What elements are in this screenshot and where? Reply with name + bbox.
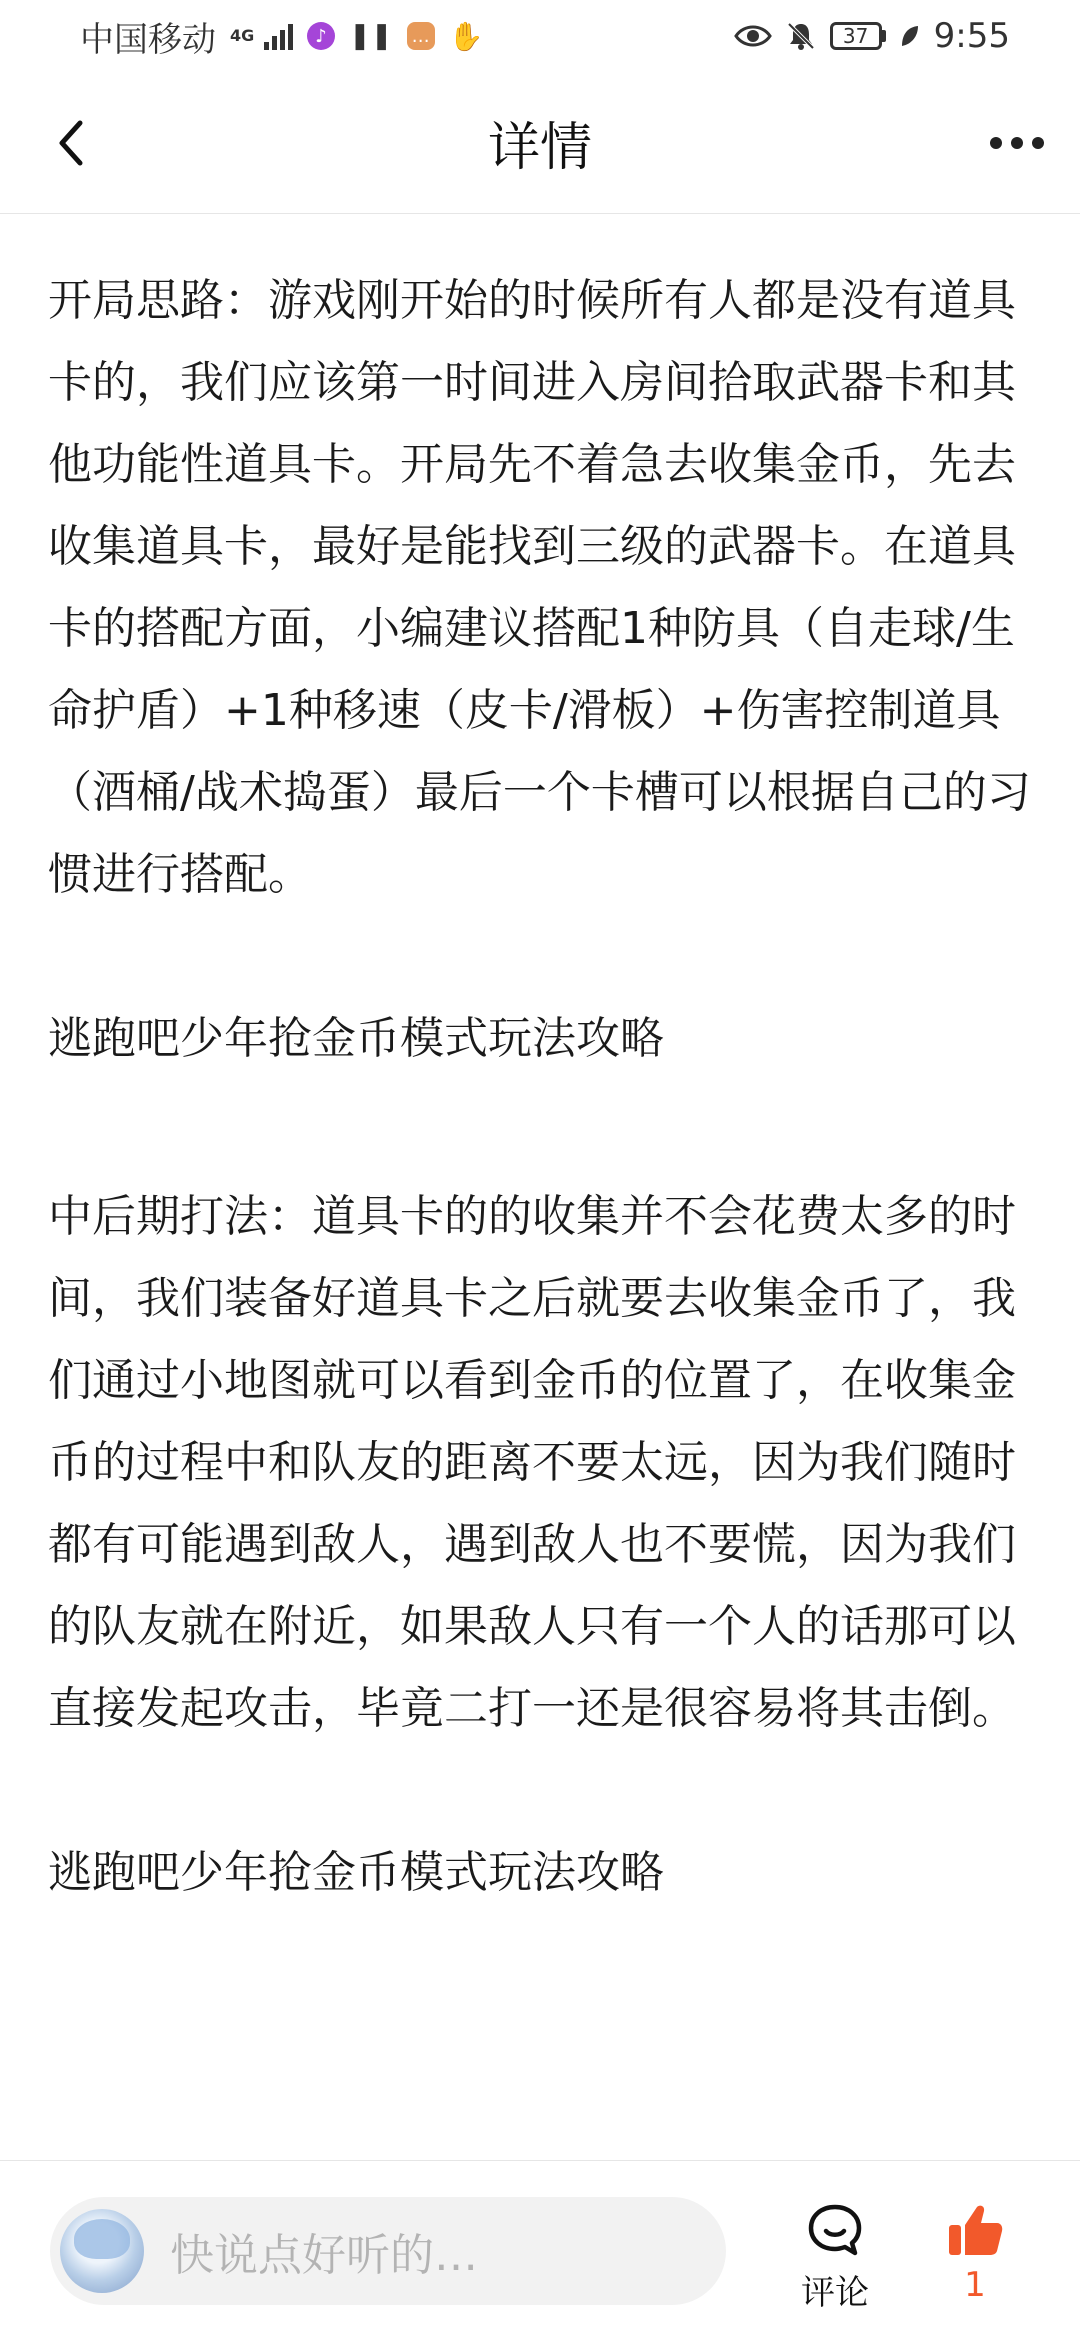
status-left [80,12,483,61]
paragraph-mid-late-game: 中后期打法：道具卡的的收集并不会花费太多的时间，我们装备好道具卡之后就要去收集金币了，我们通过小地图就可以看到金币的位置了，在收集金币的过程中和队友的距离不要太远，因为我们随时都有可能遇到敌人，遇到敌人也不要慌，因为我们的队友就在附近，如果敌人只有一个人的话那可以直接发起攻击，毕竟二打一还是很容易将其击倒。 [48,1191,1016,1734]
paragraph-opening-strategy: 开局思路：游戏刚开始的时候所有人都是没有道具卡的，我们应该第一时间进入房间拾取武器卡和其他功能性道具卡。开局先不着急去收集金币，先去收集道具卡，最好是能找到三级的武器卡。在道具卡的搭配方面，小编建议搭配1种防具（自走球/生命护盾）+1种移速（皮卡/滑板）+伤害控制道具（酒桶/战术捣蛋）最后一个卡槽可以根据自己的习惯进行搭配。 [48,275,1031,900]
carrier-name: 中国移动 [80,19,216,60]
mute-bell-icon [786,21,816,51]
more-button[interactable] [982,108,1052,178]
status-right [734,16,1010,56]
chevron-left-icon [54,117,88,169]
music-app-icon: ♪ [307,22,335,50]
article-body [48,260,1032,1914]
more-dots-icon [990,137,1002,149]
network-type: 4G [230,26,255,45]
section-heading: 逃跑吧少年抢金币模式玩法攻略 [48,1847,664,1898]
comment-label: 评论 [801,2273,869,2313]
comment-bubble-icon [805,2201,865,2259]
bottom-bar [0,2160,1080,2340]
battery-icon [830,22,886,50]
clock: 9:55 [933,16,1010,56]
comment-input[interactable] [50,2197,726,2305]
page-title: 详情 [487,118,592,178]
status-bar [0,0,1080,72]
signal-icon [264,22,293,50]
hand-icon: ✋ [448,19,484,53]
battery-level: 37 [830,22,882,50]
like-button[interactable] [920,2201,1030,2305]
section-heading: 逃跑吧少年抢金币模式玩法攻略 [48,1013,664,1064]
like-count: 1 [964,2265,986,2305]
comment-placeholder: 快说点好听的… [170,2230,478,2281]
avatar [60,2209,144,2293]
eye-icon [734,23,772,49]
pause-icon: ❚❚ [349,21,393,51]
leaf-icon [900,24,920,48]
thumbs-up-icon [945,2201,1005,2259]
message-app-icon: … [407,22,435,50]
comment-button[interactable] [780,2201,890,2314]
header [0,72,1080,214]
back-button[interactable] [36,108,106,178]
